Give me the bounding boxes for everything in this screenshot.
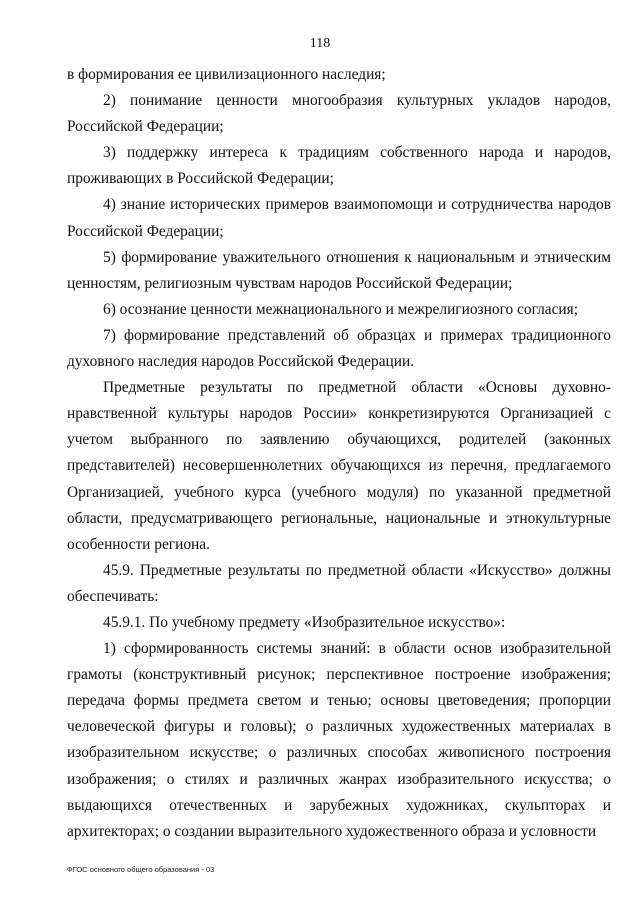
paragraph-item-4: 4) знание исторических примеров взаимопомощи и сотрудничества народов Российской Федерации;: [67, 196, 611, 240]
paragraph-item-3: 3) поддержку интереса к традициям собственного народа и народов, проживающих в Российской Федерации;: [67, 144, 611, 188]
body-text: [67, 62, 611, 845]
page-number: 118: [309, 36, 331, 51]
paragraph-continuation: в формирования ее цивилизационного наследия;: [67, 66, 386, 83]
paragraph-section-45-9-1: 45.9.1. По учебному предмету «Изобразительное искусство»:: [103, 613, 506, 631]
paragraph-item-2: 2) понимание ценности многообразия культурных укладов народов, Российской Федерации;: [67, 92, 611, 136]
paragraph-item-5: 5) формирование уважительного отношения к национальным и этническим ценностям, религиозным чувствам народов Российской Федерации;: [67, 248, 611, 292]
paragraph-art-item-1: 1) сформированность системы знаний: в области основ изобразительной грамоты (конструктивный рисунок; перспективное построение изображения; передача формы предмета светом и тенью; основы цветоведения; пропорции человеческой фигуры и головы); о различных художественных материалах в изобразительном искусстве; о различных способах живописного построения изображения; о стилях и различных жанрах изобразительного искусства; о выдающихся отечественных и зарубежных художниках, скульпторах и архитекторах; о создании выразительного художественного образа и условности: [67, 640, 611, 840]
paragraph-item-7: 7) формирование представлений об образцах и примерах традиционного духовного наследия народов Российской Федерации.: [67, 326, 611, 371]
paragraph-section-45-9: 45.9. Предметные результаты по предметной области «Искусство» должны обеспечивать:: [67, 561, 611, 605]
paragraph-item-6: 6) осознание ценности межнационального и межрелигиозного согласия;: [103, 300, 579, 318]
paragraph-subject-results-odnkr: Предметные результаты по предметной области «Основы духовно-нравственной культуры народов России» конкретизируются Организацией с учетом выбранного по заявлению обучающихся, родителей (законных представителей) несовершеннолетних обучающихся из перечня, предлагаемого Организацией, учебного курса (учебного модуля) по указанной предметной области, предусматривающего региональные, национальные и этнокультурные особенности региона.: [67, 379, 611, 553]
footer-note: ФГОС основного общего образования - 03: [67, 865, 215, 874]
